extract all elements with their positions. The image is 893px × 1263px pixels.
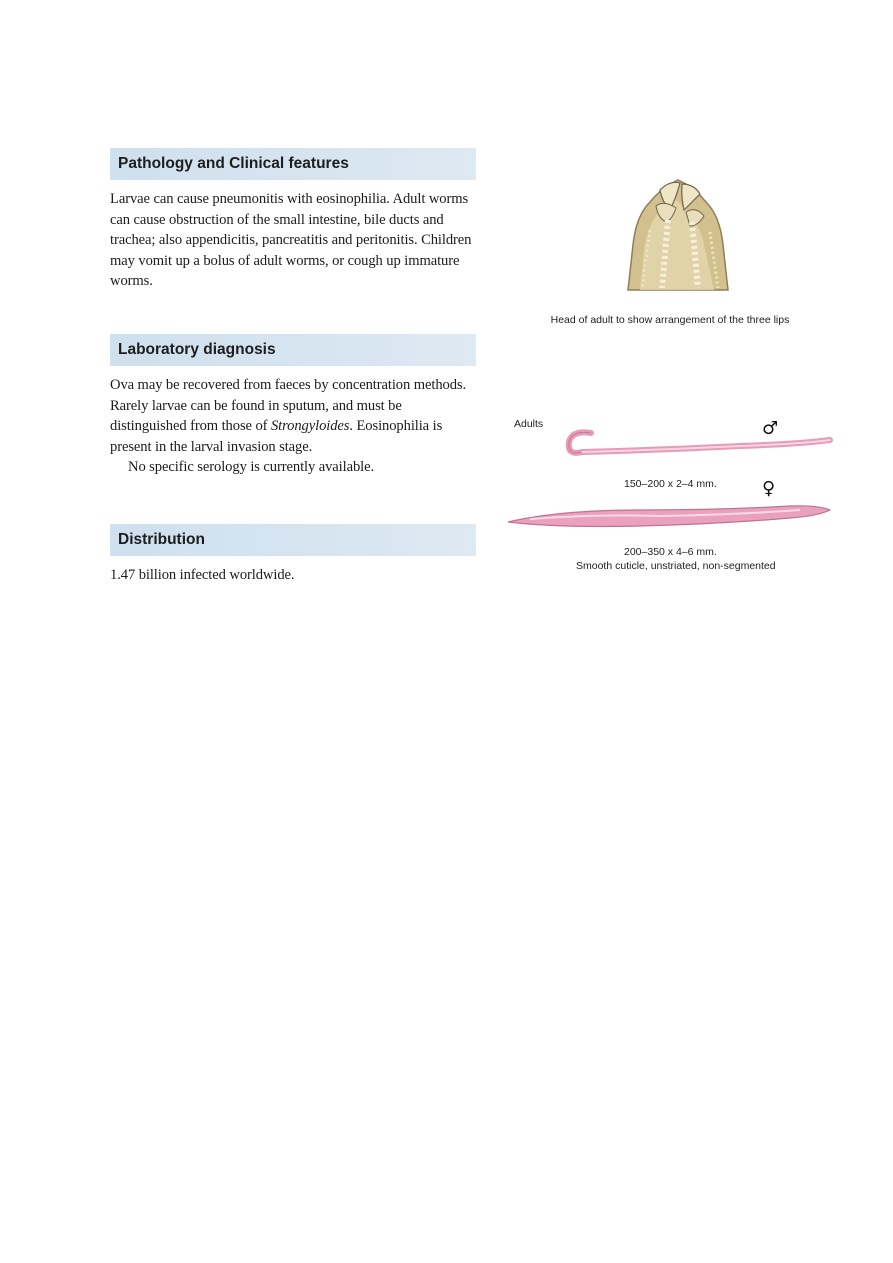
distribution-section [110,524,476,586]
pathology-line: worms. [110,273,153,290]
figure-column [500,150,840,590]
pathology-body [110,189,476,292]
male-symbol: ♂ [762,418,779,439]
lab-line-text: distinguished from those of [110,418,271,435]
worm-head-drawing [628,180,728,290]
strongyloides-term: Strongyloides [270,418,350,435]
male-worm-drawing [569,432,830,452]
head-caption: Head of adult to show arrangement of the three lips [550,314,790,326]
female-symbol: ♀ [762,478,776,499]
lab-body [110,375,476,478]
lab-line: No specific serology is currently available. [128,459,375,476]
pathology-line: trachea; also appendicitis, pancreatitis and peritonitis. Children [110,232,472,249]
lab-line: present in the larval invasion stage. [110,438,313,455]
female-worm-drawing [508,506,830,527]
lab-line [110,416,476,437]
lab-line: Rarely larvae can be found in sputum, and must be [110,397,402,414]
pathology-line: may vomit up a bolus of adult worms, or cough up immature [110,252,460,269]
distribution-body: 1.47 billion infected worldwide. [110,566,295,583]
male-size-label: 150–200 x 2–4 mm. [624,478,717,490]
female-size-label: 200–350 x 4–6 mm. [624,546,717,558]
pathology-section [110,148,476,292]
pathology-heading: Pathology and Clinical features [110,148,476,180]
adults-label: Adults [514,418,544,430]
pathology-line: Larvae can cause pneumonitis with eosinophilia. Adult worms [110,191,469,207]
text-column [110,148,476,586]
lab-line-text: . Eosinophilia is [349,418,443,435]
lab-line: Ova may be recovered from faeces by concentration methods. [110,376,467,393]
cuticle-note: Smooth cuticle, unstriated, non-segmented [576,560,776,572]
distribution-heading: Distribution [110,524,476,556]
lab-heading: Laboratory diagnosis [110,334,476,366]
worm-illustration [500,150,840,590]
lab-section [110,334,476,478]
pathology-line: can cause obstruction of the small intestine, bile ducts and [110,211,444,228]
